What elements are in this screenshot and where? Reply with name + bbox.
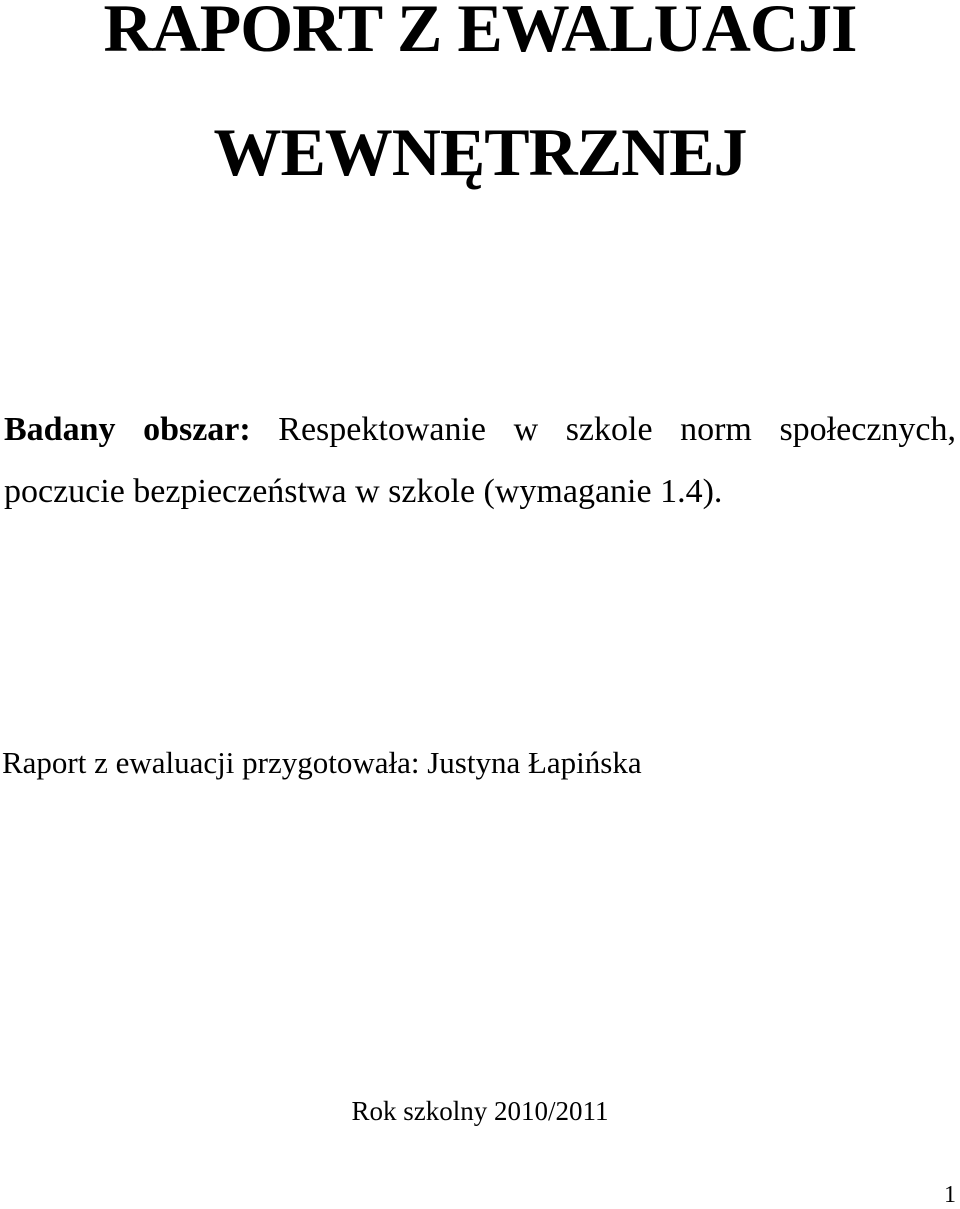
area-word: Respektowanie: [278, 411, 486, 448]
examined-area-line-2: poczucie bezpieczeństwa w szkole (wymaganie 1.4).: [4, 473, 723, 510]
area-label-word-2: obszar:: [143, 411, 251, 448]
area-word: norm: [680, 411, 752, 448]
report-title-line-2: WEWNĘTRZNEJ: [213, 114, 747, 190]
page-number: 1: [944, 1182, 956, 1208]
report-author: Raport z ewaluacji przygotowała: Justyna Łapińska: [2, 745, 642, 780]
report-title-line-1: RAPORT Z EWALUACJI: [103, 0, 857, 66]
area-word: szkole: [565, 411, 653, 448]
area-word: w: [513, 411, 539, 448]
area-label-word-1: Badany: [4, 411, 116, 448]
area-word: społecznych,: [779, 411, 956, 448]
school-year: Rok szkolny 2010/2011: [351, 1096, 609, 1126]
examined-area-line-1: [4, 408, 956, 452]
